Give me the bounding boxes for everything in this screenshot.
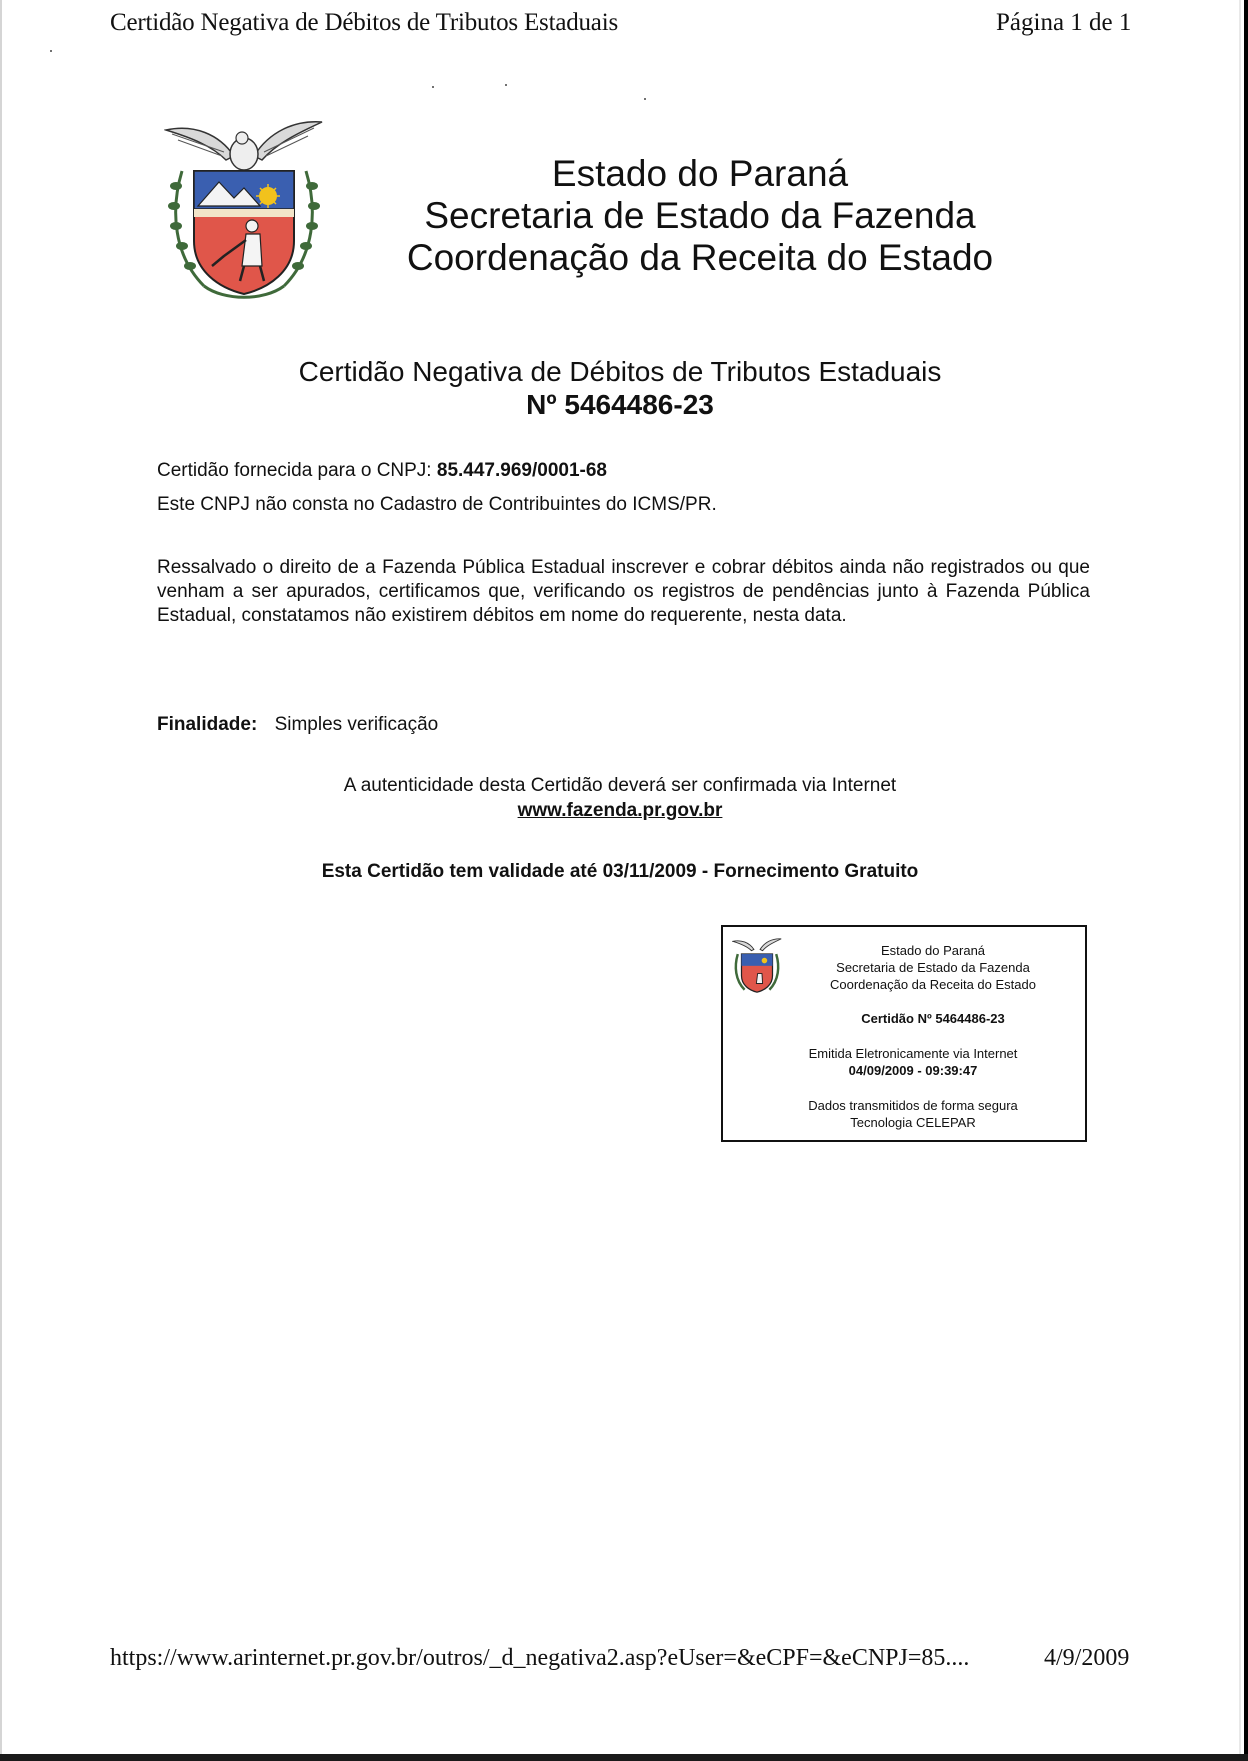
scan-speck [644, 98, 646, 100]
scan-edge-right [1244, 0, 1248, 1761]
stamp-technology-text: Tecnologia CELEPAR [850, 1115, 976, 1130]
stamp-issued-text: Emitida Eletronicamente via Internet [808, 1046, 1018, 1061]
scan-speck [505, 84, 507, 86]
scan-edge-bottom [0, 1754, 1248, 1761]
print-footer-url: https://www.arinternet.pr.gov.br/outros/_d_negativa2.asp?eUser=&eCPF=&eCNPJ=85.... [110, 1645, 970, 1671]
stamp-secretariat: Secretaria de Estado da Fazenda [836, 960, 1030, 975]
print-header-title: Certidão Negativa de Débitos de Tributos Estaduais [110, 9, 618, 36]
scan-edge-left [0, 0, 2, 1761]
purpose-line [157, 714, 438, 736]
stamp-issue-datetime: 04/09/2009 - 09:39:47 [848, 1063, 978, 1078]
stamp-state: Estado do Paraná [880, 943, 986, 958]
certificate-number: Nº 5464486-23 [526, 389, 714, 420]
cnpj-value: 85.447.969/0001-68 [436, 460, 607, 481]
org-title-coordination: Coordenação da Receita do Estado [406, 237, 994, 278]
certificate-body-text: Ressalvado o direito de a Fazenda Pública Estadual inscrever e cobrar débitos ainda não registrados ou que venham a ser apurados, certificamos que, verificando os registros de pendências junto à Fazenda Pública Estadual, constatamos não existirem débitos em nome do requerente, nesta data. [157, 557, 1090, 626]
authenticity-text: A autenticidade desta Certidão deverá ser confirmada via Internet [343, 775, 897, 796]
parana-coat-of-arms-small-logo [732, 937, 782, 999]
scan-speck [50, 50, 52, 52]
stamp-certificate-number: Certidão Nº 5464486-23 [861, 1011, 1005, 1026]
org-title-secretariat: Secretaria de Estado da Fazenda [424, 195, 976, 236]
print-header-page-number: Página 1 de 1 [996, 9, 1132, 36]
stamp-coordination: Coordenação da Receita do Estado [830, 977, 1036, 992]
cnpj-status-text: Este CNPJ não consta no Cadastro de Contribuintes do ICMS/PR. [157, 494, 717, 515]
certificate-title: Certidão Negativa de Débitos de Tributos Estaduais [298, 356, 942, 387]
cnpj-label: Certidão fornecida para o CNPJ: [157, 460, 432, 481]
scan-speck [432, 86, 434, 88]
stamp-secure-text: Dados transmitidos de forma segura [808, 1098, 1018, 1113]
parana-coat-of-arms-logo [164, 116, 324, 316]
purpose-value: Simples verificação [274, 714, 439, 735]
org-title-state: Estado do Paraná [551, 153, 849, 194]
cnpj-line [157, 460, 607, 482]
scan-edge-shadow [1239, 0, 1241, 1761]
purpose-label: Finalidade: [157, 714, 258, 735]
validity-text: Esta Certidão tem validade até 03/11/2009 - Fornecimento Gratuito [321, 861, 919, 882]
electronic-issue-stamp [721, 925, 1087, 1142]
print-footer-date: 4/9/2009 [1044, 1645, 1130, 1671]
authenticity-url-link[interactable]: www.fazenda.pr.gov.br [517, 800, 723, 821]
